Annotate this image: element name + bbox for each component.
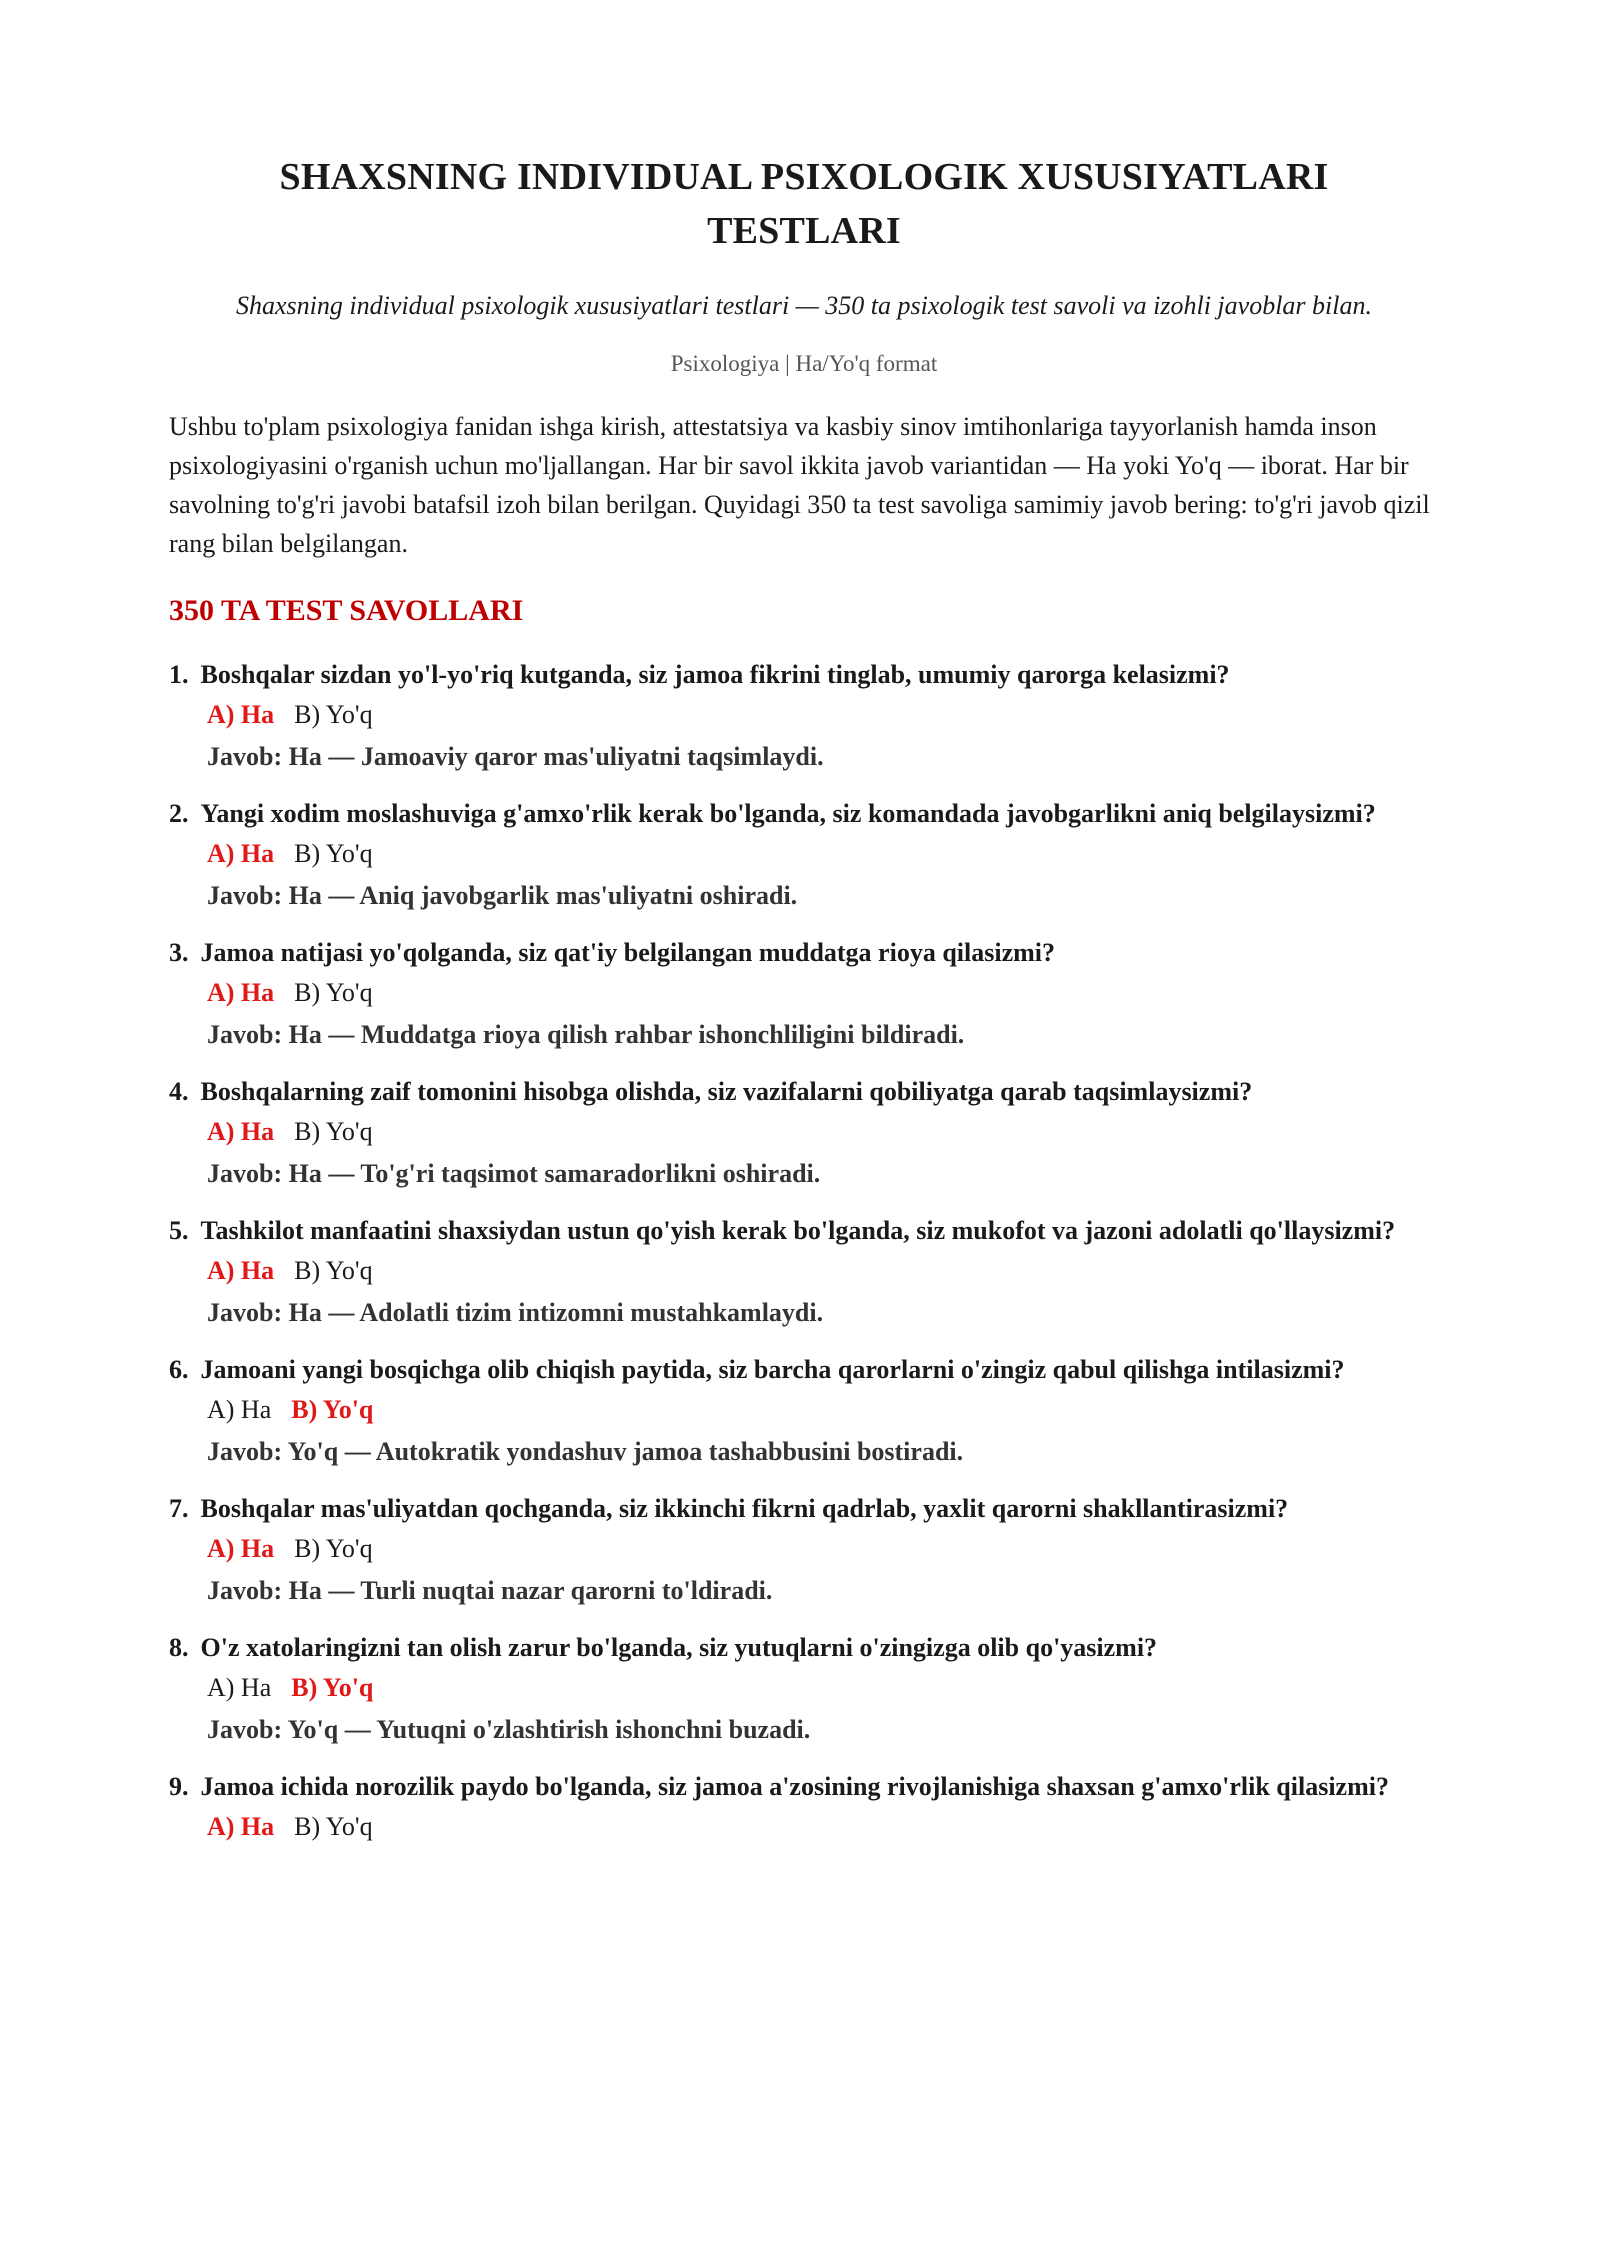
question-item <box>169 1628 1439 1751</box>
question-item <box>169 655 1439 778</box>
answer-explanation: Javob: Ha — Adolatli tizim intizomni mustahkamlaydi. <box>207 1298 824 1327</box>
question-text <box>169 794 1439 833</box>
question-text <box>169 1767 1439 1806</box>
intro-paragraph: Ushbu to'plam psixologiya fanidan ishga kirish, attestatsiya va kasbiy sinov imtihonlariga tayyorlanish hamda inson psixologiyasini o'rganish uchun mo'ljallangan. Har bir savol ikkita javob variantidan — Ha yoki Yo'q — iborat. Har bir savolning to'g'ri javobi batafsil izoh bilan berilgan. Quyidagi 350 ta test savoliga samimiy javob bering: to'g'ri javob qizil rang bilan belgilangan. <box>169 412 1430 558</box>
question-number: 3. <box>169 938 189 967</box>
question-text <box>169 1211 1439 1250</box>
question-text <box>169 1350 1439 1389</box>
question-body: Yangi xodim moslashuviga g'amxo'rlik kerak bo'lganda, siz komandada javobgarlikni aniq belgilaysizmi? <box>200 799 1376 828</box>
option-a[interactable]: A) Ha <box>207 1395 272 1424</box>
document-meta: Psixologiya | Ha/Yo'q format <box>670 351 938 376</box>
option-a[interactable]: A) Ha <box>207 978 275 1007</box>
option-b[interactable]: B) Yo'q <box>294 700 373 729</box>
option-a[interactable]: A) Ha <box>207 1812 275 1841</box>
option-b[interactable]: B) Yo'q <box>294 839 373 868</box>
question-item <box>169 794 1439 917</box>
question-item <box>169 1350 1439 1473</box>
options-row <box>207 972 1439 1014</box>
question-text <box>169 933 1439 972</box>
answer-explanation: Javob: Ha — Jamoaviy qaror mas'uliyatni taqsimlaydi. <box>207 742 824 771</box>
options-row <box>207 833 1439 875</box>
question-item <box>169 1767 1439 1848</box>
question-number: 2. <box>169 799 189 828</box>
answer-explanation: Javob: Ha — Aniq javobgarlik mas'uliyatni oshiradi. <box>207 881 798 910</box>
option-a[interactable]: A) Ha <box>207 1673 272 1702</box>
question-number: 9. <box>169 1772 189 1801</box>
options-row <box>207 1111 1439 1153</box>
question-number: 8. <box>169 1633 189 1662</box>
question-number: 7. <box>169 1494 189 1523</box>
option-b[interactable]: B) Yo'q <box>294 1117 373 1146</box>
options-row <box>207 1528 1439 1570</box>
document-subtitle: Shaxsning individual psixologik xususiyatlari testlari — 350 ta psixologik test savoli va izohli javoblar bilan. <box>236 291 1372 320</box>
options-row <box>207 1389 1439 1431</box>
answer-explanation: Javob: Ha — To'g'ri taqsimot samaradorlikni oshiradi. <box>207 1159 821 1188</box>
question-text <box>169 1489 1439 1528</box>
question-body: Jamoa ichida norozilik paydo bo'lganda, siz jamoa a'zosining rivojlanishiga shaxsan g'amxo'rlik qilasizmi? <box>200 1772 1389 1801</box>
question-number: 6. <box>169 1355 189 1384</box>
option-b[interactable]: B) Yo'q <box>291 1673 374 1702</box>
option-b[interactable]: B) Yo'q <box>294 1256 373 1285</box>
question-number: 4. <box>169 1077 189 1106</box>
answer-explanation: Javob: Yo'q — Autokratik yondashuv jamoa tashabbusini bostiradi. <box>207 1437 964 1466</box>
question-body: O'z xatolaringizni tan olish zarur bo'lganda, siz yutuqlarni o'zingizga olib qo'yasizmi? <box>200 1633 1158 1662</box>
question-item <box>169 1211 1439 1334</box>
question-number: 1. <box>169 660 189 689</box>
option-a[interactable]: A) Ha <box>207 1256 275 1285</box>
document-page <box>169 150 1439 1864</box>
option-a[interactable]: A) Ha <box>207 1117 275 1146</box>
question-text <box>169 1072 1439 1111</box>
options-row <box>207 694 1439 736</box>
answer-explanation: Javob: Ha — Muddatga rioya qilish rahbar ishonchliligini bildiradi. <box>207 1020 965 1049</box>
question-item <box>169 933 1439 1056</box>
question-body: Jamoa natijasi yo'qolganda, siz qat'iy belgilangan muddatga rioya qilasizmi? <box>200 938 1055 967</box>
option-b[interactable]: B) Yo'q <box>294 1534 373 1563</box>
answer-explanation: Javob: Ha — Turli nuqtai nazar qarorni to'ldiradi. <box>207 1576 773 1605</box>
option-a[interactable]: A) Ha <box>207 700 275 729</box>
question-body: Jamoani yangi bosqichga olib chiqish paytida, siz barcha qarorlarni o'zingiz qabul qilishga intilasizmi? <box>200 1355 1345 1384</box>
document-title: SHAXSNING INDIVIDUAL PSIXOLOGIK XUSUSIYATLARI TESTLARI <box>279 156 1329 252</box>
question-body: Boshqalar sizdan yo'l-yo'riq kutganda, siz jamoa fikrini tinglab, umumiy qarorga kelasizmi? <box>200 660 1230 689</box>
option-b[interactable]: B) Yo'q <box>294 1812 373 1841</box>
question-text <box>169 1628 1439 1667</box>
question-text <box>169 655 1439 694</box>
option-b[interactable]: B) Yo'q <box>291 1395 374 1424</box>
options-row <box>207 1250 1439 1292</box>
options-row <box>207 1806 1439 1848</box>
question-list <box>169 655 1439 1848</box>
option-a[interactable]: A) Ha <box>207 1534 275 1563</box>
option-a[interactable]: A) Ha <box>207 839 275 868</box>
question-item <box>169 1489 1439 1612</box>
options-row <box>207 1667 1439 1709</box>
option-b[interactable]: B) Yo'q <box>294 978 373 1007</box>
question-body: Boshqalarning zaif tomonini hisobga olishda, siz vazifalarni qobiliyatga qarab taqsimlaysizmi? <box>200 1077 1253 1106</box>
question-item <box>169 1072 1439 1195</box>
question-body: Boshqalar mas'uliyatdan qochganda, siz ikkinchi fikrni qadrlab, yaxlit qarorni shakllantirasizmi? <box>200 1494 1289 1523</box>
question-number: 5. <box>169 1216 189 1245</box>
question-body: Tashkilot manfaatini shaxsiydan ustun qo'yish kerak bo'lganda, siz mukofot va jazoni adolatli qo'llaysizmi? <box>200 1216 1396 1245</box>
section-heading: 350 TA TEST SAVOLLARI <box>169 594 524 627</box>
answer-explanation: Javob: Yo'q — Yutuqni o'zlashtirish ishonchni buzadi. <box>207 1715 811 1744</box>
